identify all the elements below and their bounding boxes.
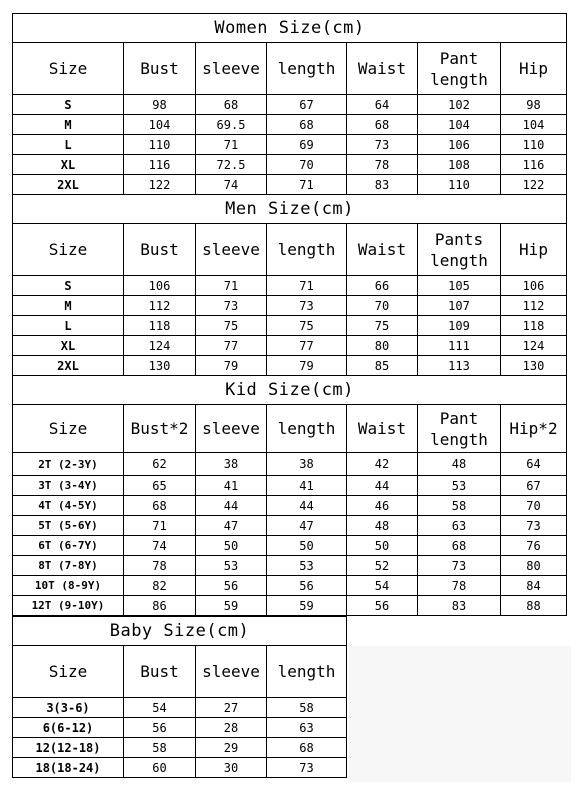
table-cell: 104: [417, 114, 501, 135]
table-cell: 71: [266, 174, 347, 195]
table-cell: 58: [123, 737, 196, 758]
table-cell: 78: [123, 555, 196, 576]
table-cell: 107: [417, 295, 501, 316]
table-cell: 73: [266, 295, 347, 316]
table-cell: 71: [195, 275, 267, 296]
table-cell: 62: [123, 452, 196, 476]
table-cell: 109: [417, 315, 501, 336]
size-label-cell: L: [12, 315, 124, 336]
table-cell: 84: [500, 575, 567, 596]
table-cell: 83: [346, 174, 418, 195]
table-cell: 50: [195, 535, 267, 556]
column-header: Waist: [346, 404, 418, 453]
size-label-cell: L: [12, 134, 124, 155]
table-cell: 98: [123, 94, 196, 115]
table-cell: 48: [346, 515, 418, 536]
column-header: length: [266, 223, 347, 276]
table-cell: 44: [346, 475, 418, 496]
column-header: Size: [12, 223, 124, 276]
column-header: Hip: [500, 223, 567, 276]
table-cell: 68: [266, 114, 347, 135]
table-cell: 64: [500, 452, 567, 476]
table-cell: 50: [266, 535, 347, 556]
column-header: Hip: [500, 42, 567, 95]
table-cell: 46: [346, 495, 418, 516]
column-header: Waist: [346, 42, 418, 95]
size-label-cell: 10T (8-9Y): [12, 575, 124, 596]
table-cell: 73: [500, 515, 567, 536]
table-cell: 113: [417, 355, 501, 376]
table-cell: 30: [195, 757, 267, 778]
table-cell: 44: [266, 495, 347, 516]
table-cell: 69.5: [195, 114, 267, 135]
table-cell: 110: [500, 134, 567, 155]
size-label-cell: 18(18-24): [12, 757, 124, 778]
table-cell: 98: [500, 94, 567, 115]
table-cell: 75: [266, 315, 347, 336]
table-cell: 66: [346, 275, 418, 296]
size-label-cell: XL: [12, 154, 124, 175]
table-cell: 124: [500, 335, 567, 356]
column-header: sleeve: [195, 42, 267, 95]
table-cell: 85: [346, 355, 418, 376]
column-header: sleeve: [195, 404, 267, 453]
table-cell: 47: [195, 515, 267, 536]
size-label-cell: XL: [12, 335, 124, 356]
size-label-cell: 2T (2-3Y): [12, 452, 124, 476]
table-cell: 69: [266, 134, 347, 155]
table-cell: 70: [346, 295, 418, 316]
table-cell: 63: [417, 515, 501, 536]
table-cell: 56: [195, 575, 267, 596]
table-cell: 111: [417, 335, 501, 356]
table-cell: 42: [346, 452, 418, 476]
table-cell: 130: [123, 355, 196, 376]
table-cell: 72.5: [195, 154, 267, 175]
table-cell: 38: [195, 452, 267, 476]
table-cell: 44: [195, 495, 267, 516]
column-header: Size: [12, 42, 124, 95]
table-cell: 71: [123, 515, 196, 536]
table-cell: 79: [266, 355, 347, 376]
table-cell: 71: [195, 134, 267, 155]
table-cell: 68: [417, 535, 501, 556]
column-header: length: [266, 404, 347, 453]
size-label-cell: 6(6-12): [12, 717, 124, 738]
column-header: sleeve: [195, 645, 267, 698]
table-cell: 70: [500, 495, 567, 516]
table-cell: 83: [417, 595, 501, 616]
size-label-cell: 3T (3-4Y): [12, 475, 124, 496]
table-cell: 112: [123, 295, 196, 316]
size-label-cell: 8T (7-8Y): [12, 555, 124, 576]
column-header: Bust: [123, 645, 196, 698]
table-cell: 70: [266, 154, 347, 175]
table-cell: 76: [500, 535, 567, 556]
size-label-cell: 4T (4-5Y): [12, 495, 124, 516]
table-cell: 88: [500, 595, 567, 616]
size-label-cell: 3(3-6): [12, 697, 124, 718]
table-cell: 54: [123, 697, 196, 718]
table-cell: 71: [266, 275, 347, 296]
table-cell: 116: [123, 154, 196, 175]
column-header: Bust: [123, 223, 196, 276]
men-table-title: Men Size(cm): [12, 194, 567, 224]
table-cell: 64: [346, 94, 418, 115]
table-cell: 56: [123, 717, 196, 738]
table-cell: 79: [195, 355, 267, 376]
column-header: Size: [12, 645, 124, 698]
table-cell: 74: [123, 535, 196, 556]
table-cell: 65: [123, 475, 196, 496]
table-cell: 68: [195, 94, 267, 115]
size-label-cell: M: [12, 295, 124, 316]
size-label-cell: 2XL: [12, 355, 124, 376]
table-cell: 74: [195, 174, 267, 195]
table-cell: 28: [195, 717, 267, 738]
table-cell: 50: [346, 535, 418, 556]
table-cell: 78: [346, 154, 418, 175]
table-cell: 73: [266, 757, 347, 778]
table-cell: 53: [417, 475, 501, 496]
table-cell: 104: [123, 114, 196, 135]
table-cell: 58: [266, 697, 347, 718]
table-cell: 130: [500, 355, 567, 376]
table-cell: 77: [266, 335, 347, 356]
table-cell: 48: [417, 452, 501, 476]
table-cell: 78: [417, 575, 501, 596]
column-header: length: [266, 42, 347, 95]
table-cell: 38: [266, 452, 347, 476]
table-cell: 112: [500, 295, 567, 316]
table-cell: 60: [123, 757, 196, 778]
table-cell: 118: [123, 315, 196, 336]
table-cell: 122: [500, 174, 567, 195]
size-label-cell: 12T (9-10Y): [12, 595, 124, 616]
table-cell: 53: [195, 555, 267, 576]
table-cell: 80: [346, 335, 418, 356]
column-header: Pants length: [417, 223, 501, 276]
column-header: Pant length: [417, 42, 501, 95]
table-cell: 82: [123, 575, 196, 596]
baby-table-title: Baby Size(cm): [12, 616, 347, 646]
table-cell: 110: [417, 174, 501, 195]
size-label-cell: 2XL: [12, 174, 124, 195]
table-cell: 110: [123, 134, 196, 155]
size-label-cell: S: [12, 275, 124, 296]
column-header: Waist: [346, 223, 418, 276]
table-cell: 68: [266, 737, 347, 758]
table-cell: 105: [417, 275, 501, 296]
table-cell: 63: [266, 717, 347, 738]
table-cell: 29: [195, 737, 267, 758]
table-cell: 59: [195, 595, 267, 616]
table-cell: 56: [346, 595, 418, 616]
table-cell: 124: [123, 335, 196, 356]
table-cell: 27: [195, 697, 267, 718]
column-header: Bust*2: [123, 404, 196, 453]
table-cell: 52: [346, 555, 418, 576]
column-header: Size: [12, 404, 124, 453]
table-cell: 118: [500, 315, 567, 336]
kid-table-title: Kid Size(cm): [12, 375, 567, 405]
table-cell: 108: [417, 154, 501, 175]
table-cell: 56: [266, 575, 347, 596]
size-label-cell: 5T (5-6Y): [12, 515, 124, 536]
table-cell: 73: [195, 295, 267, 316]
table-cell: 67: [266, 94, 347, 115]
column-header: Hip*2: [500, 404, 567, 453]
table-cell: 68: [346, 114, 418, 135]
size-label-cell: S: [12, 94, 124, 115]
size-label-cell: M: [12, 114, 124, 135]
table-cell: 102: [417, 94, 501, 115]
table-cell: 59: [266, 595, 347, 616]
women-table-title: Women Size(cm): [12, 13, 567, 43]
table-cell: 106: [123, 275, 196, 296]
column-header: Pant length: [417, 404, 501, 453]
table-cell: 73: [346, 134, 418, 155]
blank-area: [349, 646, 571, 782]
column-header: sleeve: [195, 223, 267, 276]
table-cell: 73: [417, 555, 501, 576]
table-cell: 80: [500, 555, 567, 576]
table-cell: 106: [417, 134, 501, 155]
table-cell: 58: [417, 495, 501, 516]
table-cell: 122: [123, 174, 196, 195]
table-cell: 47: [266, 515, 347, 536]
column-header: length: [266, 645, 347, 698]
table-cell: 77: [195, 335, 267, 356]
table-cell: 106: [500, 275, 567, 296]
size-label-cell: 6T (6-7Y): [12, 535, 124, 556]
table-cell: 54: [346, 575, 418, 596]
size-label-cell: 12(12-18): [12, 737, 124, 758]
table-cell: 75: [195, 315, 267, 336]
table-cell: 53: [266, 555, 347, 576]
table-cell: 41: [266, 475, 347, 496]
table-cell: 86: [123, 595, 196, 616]
table-cell: 116: [500, 154, 567, 175]
table-cell: 67: [500, 475, 567, 496]
table-cell: 75: [346, 315, 418, 336]
column-header: Bust: [123, 42, 196, 95]
table-cell: 104: [500, 114, 567, 135]
table-cell: 68: [123, 495, 196, 516]
table-cell: 41: [195, 475, 267, 496]
